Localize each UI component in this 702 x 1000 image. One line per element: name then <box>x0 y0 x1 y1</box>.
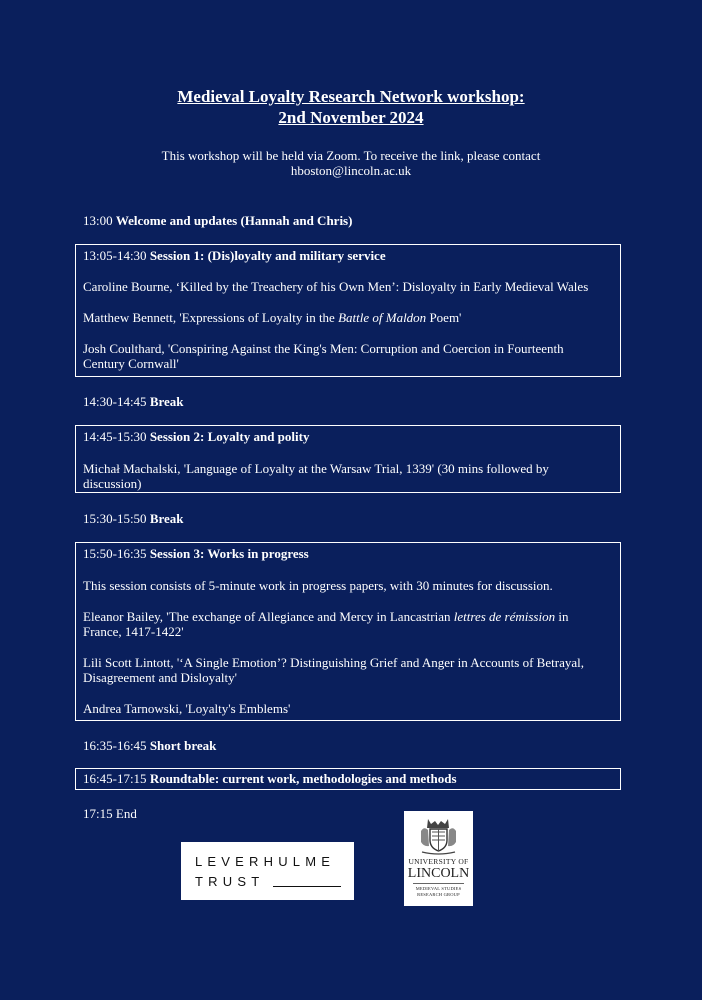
session-2-box <box>75 425 621 493</box>
workshop-title <box>0 86 702 128</box>
title-line-1: Medieval Loyalty Research Network workshop: <box>177 87 525 106</box>
s3-paper-1-line-2: France, 1417-1422' <box>83 624 184 639</box>
paper-2-text-pre: Matthew Bennett, 'Expressions of Loyalty in the <box>83 310 339 325</box>
break-2-title: Break <box>149 511 184 526</box>
session-2-title: Session 2: Loyalty and polity <box>149 429 310 444</box>
s3-paper-1-post: in <box>555 609 569 624</box>
session-2-paper-1 <box>83 461 620 491</box>
lincoln-logo-subtitle <box>404 886 473 898</box>
break-1-time: 14:30-14:45 <box>83 394 147 409</box>
session-2-heading <box>83 429 620 444</box>
lincoln-logo-line-2: LINCOLN <box>407 866 470 881</box>
paper-2-text-italic: Battle of Maldon <box>338 310 427 325</box>
session-1-heading <box>83 248 620 263</box>
paper-3-line-1: Josh Coulthard, 'Conspiring Against the King's Men: Corruption and Coercion in Fourteenth <box>83 341 564 356</box>
session-3-paper-1 <box>83 609 620 639</box>
paper-3-line-2: Century Cornwall' <box>83 356 179 371</box>
leverhulme-logo-line-2: TRUST <box>195 874 265 889</box>
leverhulme-logo-line-1: LEVERHULME <box>195 854 336 869</box>
s3-paper-2-line-1: Lili Scott Lintott, '‘A Single Emotion’? Distinguishing Grief and Anger in Accounts of Betrayal, <box>83 655 584 670</box>
lincoln-logo-line-1: UNIVERSITY OF <box>408 857 469 866</box>
schedule-break-1 <box>83 394 184 409</box>
session-1-title: Session 1: (Dis)loyalty and military service <box>149 248 386 263</box>
break-2-time: 15:30-15:50 <box>83 511 147 526</box>
leverhulme-trust-logo <box>181 842 354 900</box>
s3-paper-1-italic: lettres de rémission <box>453 609 556 624</box>
title-line-2: 2nd November 2024 <box>278 108 424 127</box>
session-3-title: Session 3: Works in progress <box>149 546 309 561</box>
s3-paper-2-line-2: Disagreement and Disloyalty' <box>83 670 237 685</box>
session-3-description: This session consists of 5-minute work in progress papers, with 30 minutes for discussion. <box>83 578 553 593</box>
end-time: 17:15 <box>83 806 113 821</box>
university-of-lincoln-logo <box>404 811 473 906</box>
session-1-paper-2 <box>83 310 620 325</box>
session-2-paper-line-2: discussion) <box>83 476 142 491</box>
leverhulme-logo-rule <box>273 886 341 887</box>
session-1-box <box>75 244 621 377</box>
session-1-paper-1: Caroline Bourne, ‘Killed by the Treachery of his Own Men’: Disloyalty in Early Medieval Wales <box>83 279 589 294</box>
short-break-title: Short break <box>149 738 217 753</box>
session-3-paper-2 <box>83 655 620 685</box>
contact-email[interactable]: hboston@lincoln.ac.uk <box>290 163 412 178</box>
short-break-time: 16:35-16:45 <box>83 738 147 753</box>
lincoln-logo-line-3a: MEDIEVAL STUDIES <box>415 886 462 891</box>
schedule-short-break <box>83 738 216 753</box>
s3-paper-1-pre: Eleanor Bailey, 'The exchange of Allegiance and Mercy in Lancastrian <box>83 609 454 624</box>
welcome-title: Welcome and updates (Hannah and Chris) <box>115 213 353 228</box>
schedule-break-2 <box>83 511 184 526</box>
lincoln-logo-line-3b: RESEARCH GROUP <box>417 892 460 897</box>
session-3-box <box>75 542 621 721</box>
roundtable-title: Roundtable: current work, methodologies and methods <box>149 771 457 786</box>
session-2-paper-line-1: Michał Machalski, 'Language of Loyalty at the Warsaw Trial, 1339' (30 mins followed by <box>83 461 549 476</box>
schedule-end <box>83 806 137 821</box>
session-1-time: 13:05-14:30 <box>83 248 147 263</box>
paper-2-text-post: Poem' <box>426 310 462 325</box>
schedule-welcome <box>83 213 352 228</box>
intro-line-1: This workshop will be held via Zoom. To receive the link, please contact <box>161 148 541 163</box>
session-3-paper-3: Andrea Tarnowski, 'Loyalty's Emblems' <box>83 701 291 716</box>
session-1-paper-3 <box>83 341 620 371</box>
roundtable-time: 16:45-17:15 <box>83 771 147 786</box>
roundtable-heading <box>83 771 620 786</box>
intro-text <box>100 148 602 178</box>
session-2-time: 14:45-15:30 <box>83 429 147 444</box>
end-title: End <box>115 806 137 821</box>
coat-of-arms-icon <box>418 816 459 856</box>
roundtable-box <box>75 768 621 790</box>
session-3-heading <box>83 546 620 561</box>
welcome-time: 13:00 <box>83 213 113 228</box>
lincoln-logo-divider <box>413 883 464 884</box>
break-1-title: Break <box>149 394 184 409</box>
session-3-time: 15:50-16:35 <box>83 546 147 561</box>
